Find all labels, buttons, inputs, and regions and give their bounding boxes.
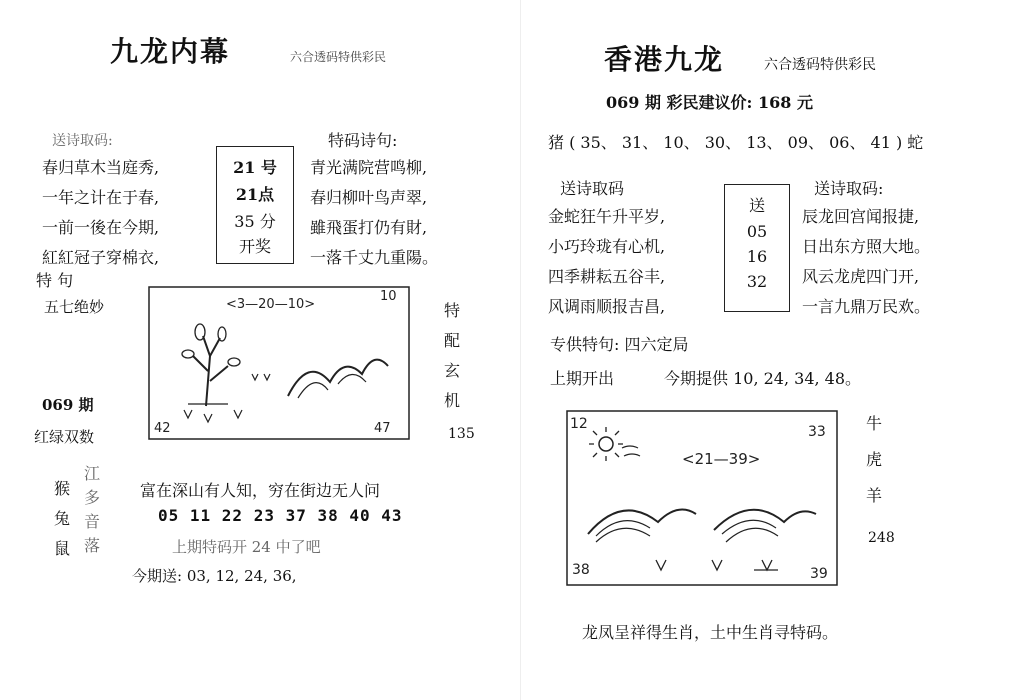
right-pig-line: 猪 ( 35、 31、 10、 30、 13、 09、 06、 41 ) 蛇 xyxy=(548,133,924,152)
side-char: 牛 xyxy=(866,414,883,433)
sketch-label-bl: 38 xyxy=(572,562,590,578)
left-last-period: 上期特码开 24 中了吧 xyxy=(172,538,321,556)
right-poem-right-label: 送诗取码: xyxy=(814,179,884,198)
left-proverb: 富在深山有人知，穷在街边无人问 xyxy=(140,481,381,500)
right-poem-right xyxy=(802,202,930,322)
animal-char: 鼠 xyxy=(54,539,71,558)
right-slogan: 龙凤呈祥得生肖，土中生肖寻特码。 xyxy=(582,623,839,642)
poem-line: 一落千丈九重陽。 xyxy=(310,248,439,267)
right-last-open: 上期开出 xyxy=(550,369,615,388)
blur-char: 江 xyxy=(84,464,101,483)
left-sketch xyxy=(148,286,410,440)
send-number: 16 xyxy=(746,247,768,266)
send-label: 送 xyxy=(748,196,765,215)
te-ju-label: 特 句 xyxy=(36,271,74,290)
poem-line: 春归柳叶鸟声翠, xyxy=(310,188,428,207)
side-char: 羊 xyxy=(866,486,883,505)
left-title: 九龙内幕 xyxy=(110,35,231,68)
draw-open: 开奖 xyxy=(238,237,271,256)
sketch-label-mid: <21—39> xyxy=(682,450,761,468)
panel-divider xyxy=(520,0,521,700)
right-side-number: 248 xyxy=(868,530,895,546)
draw-hour: 21点 xyxy=(235,185,275,204)
poem-line: 辰龙回宫闻报捷, xyxy=(802,207,920,226)
animal-char: 猴 xyxy=(54,479,71,498)
side-char: 配 xyxy=(444,331,461,350)
left-side-number: 135 xyxy=(448,426,475,442)
poem-line: 日出东方照大地。 xyxy=(802,237,931,256)
left-poem-left-label: 送诗取码: xyxy=(52,133,113,149)
right-title: 香港九龙 xyxy=(604,43,725,76)
left-animals xyxy=(54,474,70,564)
sketch-label-tl: 12 xyxy=(570,416,588,432)
send-number: 05 xyxy=(746,222,768,241)
right-poem-left xyxy=(548,202,665,322)
left-numbers: 05 11 22 23 37 38 40 43 xyxy=(158,506,403,525)
sketch-label-tr: 10 xyxy=(380,289,397,304)
right-period-line: 069 期 彩民建议价: 168 元 xyxy=(606,93,813,112)
poem-line: 雖飛蛋打仍有財, xyxy=(310,218,428,237)
left-today-send: 今期送: 03, 12, 24, 36, xyxy=(132,567,297,585)
poem-line: 一前一後在今期, xyxy=(42,218,160,237)
left-sketch-drawing xyxy=(148,286,410,440)
poem-line: 青光满院营鸣柳, xyxy=(310,158,428,177)
sketch-label-bl: 42 xyxy=(154,421,171,436)
animal-char: 兔 xyxy=(54,509,71,528)
draw-time-box xyxy=(216,146,294,264)
sketch-label-top: <3—20—10> xyxy=(226,297,316,312)
poem-line: 一年之计在于春, xyxy=(42,188,160,207)
side-char: 特 xyxy=(444,301,461,320)
sketch-label-tr: 33 xyxy=(808,424,826,440)
send-number: 32 xyxy=(746,272,768,291)
poem-line: 金蛇狂午升平岁, xyxy=(548,207,666,226)
right-subtitle: 六合透码特供彩民 xyxy=(764,57,876,73)
left-sketch-text-top xyxy=(226,297,315,312)
poem-line: 春归草木当庭秀, xyxy=(42,158,160,177)
left-blur-chars xyxy=(84,462,100,558)
right-poem-left-label: 送诗取码 xyxy=(560,179,625,198)
poem-line: 风云龙虎四门开, xyxy=(802,267,920,286)
right-sketch-drawing xyxy=(566,410,838,586)
blur-char: 多 xyxy=(84,488,101,507)
draw-minute: 35 分 xyxy=(234,212,276,231)
right-today-offer: 今期提供 10, 24, 34, 48。 xyxy=(664,369,862,388)
blur-char: 音 xyxy=(84,512,101,531)
wuqi-label: 五七绝妙 xyxy=(44,298,105,316)
send-numbers-box xyxy=(724,184,790,312)
draw-number: 21 号 xyxy=(233,158,277,177)
side-char: 机 xyxy=(444,391,461,410)
red-green-label: 红绿双数 xyxy=(34,428,95,446)
poem-line: 紅紅冠子穿棉衣, xyxy=(42,248,160,267)
side-char: 虎 xyxy=(866,450,883,469)
left-side-chars xyxy=(444,296,460,416)
side-char: 玄 xyxy=(444,361,461,380)
right-side-chars xyxy=(866,406,882,514)
left-poem-right xyxy=(310,153,438,273)
poem-line: 风调雨顺报吉昌, xyxy=(548,297,666,316)
sketch-label-br: 39 xyxy=(810,566,828,582)
right-special: 专供特句: 四六定局 xyxy=(550,335,689,354)
right-sketch xyxy=(566,410,838,586)
blur-char: 落 xyxy=(84,536,101,555)
sketch-label-br: 47 xyxy=(374,421,391,436)
left-poem-right-label: 特码诗句: xyxy=(328,131,398,150)
left-period: 069 期 xyxy=(42,396,94,414)
left-subtitle: 六合透码特供彩民 xyxy=(290,50,387,64)
poem-line: 小巧玲珑有心机, xyxy=(548,237,666,256)
poem-line: 四季耕耘五谷丰, xyxy=(548,267,666,286)
left-poem-left xyxy=(42,153,159,273)
poem-line: 一言九鼎万民欢。 xyxy=(802,297,931,316)
